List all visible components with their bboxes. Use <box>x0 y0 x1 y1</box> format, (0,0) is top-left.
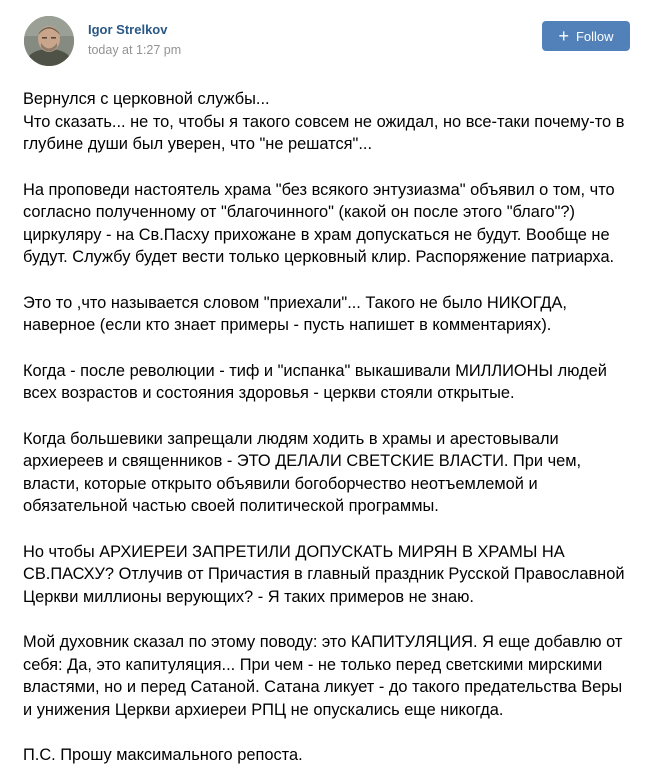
post-time[interactable]: today at 1:27 pm <box>88 43 182 57</box>
post-text <box>23 88 633 767</box>
post-paragraph: П.С. Прошу максимального репоста. <box>23 746 303 764</box>
author-photo-icon <box>24 16 74 66</box>
post-paragraph: Это то ,что называется словом "приехали"... Такого не было НИКОГДА, наверное (если кто знает примеры - пусть напишет в комментариях). <box>23 293 567 334</box>
post-paragraph: Мой духовник сказал по этому поводу: это КАПИТУЛЯЦИЯ. Я еще добавлю от себя: Да, это капитуляция... При чем - не только перед светскими мирскими властями, но и перед Сатаной. Сатана ликует - до такого предательства Веры и унижения Церкви архиереи РПЦ не опускались еще никогда. <box>23 633 623 719</box>
avatar[interactable] <box>24 16 74 66</box>
plus-icon: + <box>558 26 569 46</box>
post-paragraph: На проповеди настоятель храма "без всякого энтузиазма" объявил о том, что согласно полученному от "благочинного" (какой он после этого "благо"?) циркуляру - на Св.Пасху прихожане в храм допускаться не будут. Вообще не будут. Службу будет вести только церковный клир. Распоряжение патриарха. <box>23 180 615 266</box>
follow-button[interactable] <box>542 21 630 51</box>
follow-button-label: Follow <box>575 28 614 44</box>
post-paragraph: Но чтобы АРХИЕРЕИ ЗАПРЕТИЛИ ДОПУСКАТЬ МИРЯН В ХРАМЫ НА СВ.ПАСХУ? Отлучив от Причастия в главный праздник Русской Православной Церкви миллионы верующих? - Я таких примеров не знаю. <box>23 542 625 606</box>
author-name[interactable]: Igor Strelkov <box>88 22 168 37</box>
post-paragraph: Когда - после революции - тиф и "испанка" выкашивали МИЛЛИОНЫ людей всех возрастов и состояния здоровья - церкви стояли открытые. <box>23 361 607 402</box>
post-paragraph: Вернулся с церковной службы... Что сказать... не то, чтобы я такого совсем не ожидал, но все-таки почему-то в глубине души был уверен, что "не решатся"... <box>23 90 625 153</box>
post-header <box>0 0 651 80</box>
post-paragraph: Когда большевики запрещали людям ходить в храмы и арестовывали архиереев и священников - ЭТО ДЕЛАЛИ СВЕТСКИЕ ВЛАСТИ. При чем, власти, которые открыто объявили богоборчество неотъемлемой и обязательной частью своей политической программы. <box>23 429 582 515</box>
